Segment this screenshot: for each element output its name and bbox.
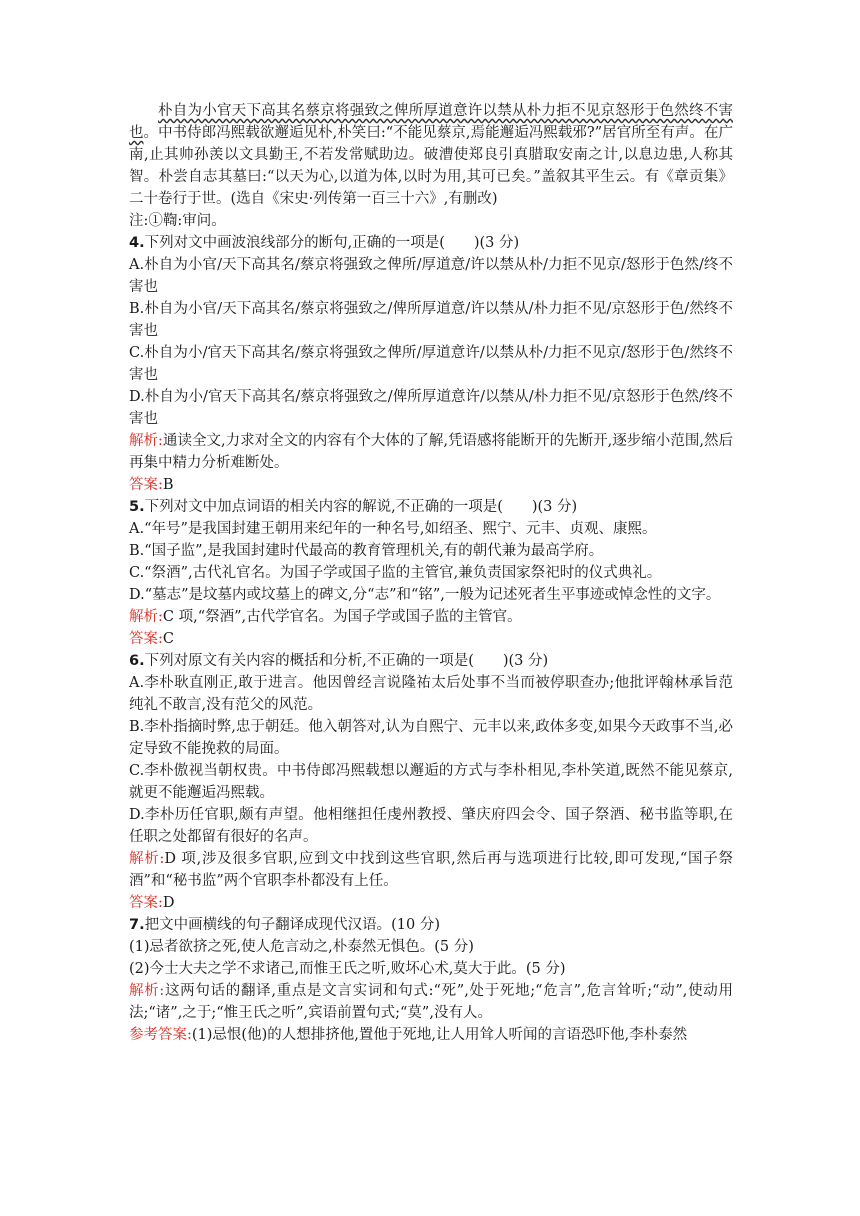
option-d: D.李朴历任官职,颇有声望。他相继担任虔州教授、肇庆府四会令、国子祭酒、秘书监等职,在任职之处都留有很好的名声。 — [129, 807, 733, 845]
question-number: 7. — [129, 917, 145, 933]
analysis-text: 通读全文,力求对全文的内容有个大体的了解,凭语感将能断开的先断开,逐步缩小范围,然后再集中精力分析难断处。 — [129, 433, 733, 471]
question-4 — [129, 232, 733, 496]
option-c: C.“祭酒”,古代礼官名。为国子学或国子监的主管官,兼负责国家祭祀时的仪式典礼。 — [129, 565, 662, 581]
sentence-2: (2)今士大夫之学不求诸己,而惟王氏之听,败坏心术,莫大于此。(5 分) — [129, 961, 566, 977]
answer-label: 答案: — [129, 477, 163, 493]
option-a: A.朴自为小官/天下高其名/蔡京将强致之俾所/厚道意/许以禁从朴/力拒不见京/怒形于色然/终不害也 — [129, 257, 733, 295]
wavy-underlined-text-end: 不害也 — [129, 103, 733, 141]
option-c: C.朴自为小/官天下高其名/蔡京将强致之俾所/厚道意许/以禁从朴/力拒不见京/怒形于色/然终不害也 — [129, 345, 733, 383]
analysis-text: 这两句话的翻译,重点是文言实词和句式:“死”,处于死地;“危言”,危言耸听;“动”,使动用法;“诸”,之于;“惟王氏之听”,宾语前置句式;“莫”,没有人。 — [129, 983, 733, 1021]
analysis-label: 解析: — [129, 851, 165, 867]
question-6 — [129, 650, 733, 914]
option-a: A.“年号”是我国封建王朝用来纪年的一种名号,如绍圣、熙宁、元丰、贞观、康熙。 — [129, 521, 657, 537]
question-5 — [129, 496, 733, 650]
question-7 — [129, 914, 733, 1046]
answer-text: C — [162, 631, 174, 647]
question-stem: 把文中画横线的句子翻译成现代汉语。(10 分) — [144, 917, 440, 933]
question-stem: 下列对文中画波浪线部分的断句,正确的一项是( )(3 分) — [144, 235, 520, 251]
passage-note: 注:①鞫:审问。 — [129, 213, 226, 229]
option-d: D.朴自为小/官天下高其名/蔡京将强致之/俾所厚道意许/以禁从/朴力拒不见/京怒形于色然/终不害也 — [129, 389, 733, 427]
answer-label: 答案: — [129, 895, 163, 911]
question-number: 4. — [129, 235, 145, 251]
option-c: C.李朴傲视当朝权贵。中书侍郎冯熙载想以邂逅的方式与李朴相见,李朴笑道,既然不能见蔡京,就更不能邂逅冯熙载。 — [129, 763, 733, 801]
reference-answer-label: 参考答案: — [129, 1027, 192, 1043]
option-b: B.“国子监”,是我国封建时代最高的教育管理机关,有的朝代兼为最高学府。 — [129, 543, 604, 559]
analysis-text: C 项,“祭酒”,古代学官名。为国子学或国子监的主管官。 — [162, 609, 522, 625]
question-stem: 下列对原文有关内容的概括和分析,不正确的一项是( )(3 分) — [144, 653, 549, 669]
question-number: 5. — [129, 499, 145, 515]
passage-paragraph — [129, 100, 733, 210]
option-d: D.“墓志”是坟墓内或坟墓上的碑文,分“志”和“铭”,一般为记述死者生平事迹或悼念性的文字。 — [129, 587, 721, 603]
answer-label: 答案: — [129, 631, 163, 647]
passage-rest: 。中书侍郎冯熙载欲邂逅见朴,朴笑曰:“不能见蔡京,焉能邂逅冯熙载邪?”居官所至有声。在广南,止其帅孙羡以文具勤王,不若发常赋助边。破漕使郑良引真腊取安南之计,以息边患,人称其智。朴尝自志其墓曰:“以天为心,以道为体,以时为用,其可已矣。”盖叙其平生云。有《章贡集》二十卷行于世。(选自《宋史·列传第一百三十六》,有删改) — [129, 125, 734, 207]
wavy-underlined-text: 朴自为小官天下高其名蔡京将强致之俾所厚道意许以禁从朴力拒不见京怒形于色然终 — [158, 103, 704, 119]
question-number: 6. — [129, 653, 145, 669]
answer-text: B — [162, 477, 174, 493]
analysis-label: 解析: — [129, 609, 163, 625]
option-b: B.李朴指摘时弊,忠于朝廷。他入朝答对,认为自熙宁、元丰以来,政体多变,如果今天政事不当,必定导致不能挽救的局面。 — [129, 719, 733, 757]
option-b: B.朴自为小官/天下高其名/蔡京将强致之/俾所厚道意/许以禁从/朴力拒不见/京怒形于色/然终不害也 — [129, 301, 733, 339]
answer-text: D — [162, 895, 175, 911]
question-stem: 下列对文中加点词语的相关内容的解说,不正确的一项是( )(3 分) — [144, 499, 578, 515]
analysis-text: D 项,涉及很多官职,应到文中找到这些官职,然后再与选项进行比较,即可发现,“国子祭酒”和“秘书监”两个官职李朴都没有上任。 — [129, 851, 733, 889]
reference-answer-text: (1)忌恨(他)的人想排挤他,置他于死地,让人用耸人听闻的言语恐吓他,李朴泰然 — [191, 1027, 688, 1043]
option-a: A.李朴耿直刚正,敢于进言。他因曾经言说隆祐太后处事不当而被停职查办;他批评翰林承旨范纯礼不敢言,没有范父的风范。 — [129, 675, 733, 713]
analysis-label: 解析: — [129, 983, 165, 999]
analysis-label: 解析: — [129, 433, 163, 449]
sentence-1: (1)忌者欲挤之死,使人危言动之,朴泰然无惧色。(5 分) — [129, 939, 474, 955]
document-page — [129, 100, 733, 1046]
